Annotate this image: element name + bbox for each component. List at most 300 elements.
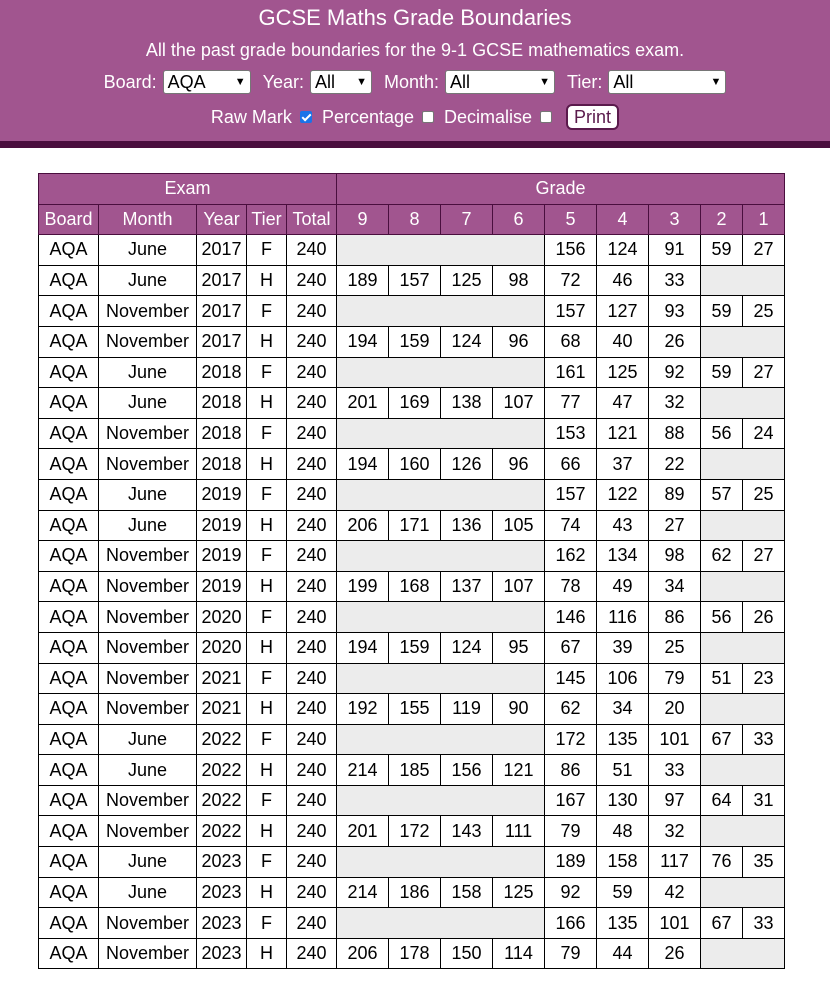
table-cell: AQA bbox=[39, 388, 99, 419]
grade-cell: 101 bbox=[649, 724, 701, 755]
column-header: Year bbox=[197, 204, 247, 235]
table-cell: 240 bbox=[287, 326, 337, 357]
grade-cell: 59 bbox=[701, 357, 743, 388]
column-header: 6 bbox=[493, 204, 545, 235]
empty-grade-cell bbox=[701, 877, 785, 908]
table-cell: F bbox=[247, 296, 287, 327]
grade-cell: 189 bbox=[337, 265, 389, 296]
group-header-row bbox=[39, 174, 785, 205]
empty-grade-cell bbox=[337, 235, 545, 266]
table-cell: 240 bbox=[287, 663, 337, 694]
column-header: 1 bbox=[743, 204, 785, 235]
print-button[interactable]: Print bbox=[566, 104, 619, 130]
grade-cell: 172 bbox=[389, 816, 441, 847]
table-row bbox=[39, 479, 785, 510]
board-select[interactable] bbox=[163, 70, 251, 94]
table-cell: 2022 bbox=[197, 785, 247, 816]
grade-cell: 192 bbox=[337, 694, 389, 725]
grade-cell: 159 bbox=[389, 632, 441, 663]
grade-cell: 114 bbox=[493, 938, 545, 969]
grade-cell: 27 bbox=[649, 510, 701, 541]
table-cell: November bbox=[99, 908, 197, 939]
tier-select[interactable] bbox=[608, 70, 726, 94]
year-select-value: All bbox=[315, 71, 336, 92]
grade-cell: 145 bbox=[545, 663, 597, 694]
table-row bbox=[39, 235, 785, 266]
table-row bbox=[39, 602, 785, 633]
grade-cell: 157 bbox=[389, 265, 441, 296]
table-cell: 2022 bbox=[197, 755, 247, 786]
table-cell: AQA bbox=[39, 908, 99, 939]
table-cell: F bbox=[247, 357, 287, 388]
options-bar bbox=[0, 104, 830, 130]
empty-grade-cell bbox=[337, 357, 545, 388]
grade-cell: 62 bbox=[701, 541, 743, 572]
grade-cell: 206 bbox=[337, 510, 389, 541]
table-cell: June bbox=[99, 235, 197, 266]
table-row bbox=[39, 388, 785, 419]
grade-cell: 127 bbox=[597, 296, 649, 327]
empty-grade-cell bbox=[701, 694, 785, 725]
table-cell: 2018 bbox=[197, 388, 247, 419]
table-cell: 2023 bbox=[197, 847, 247, 878]
grade-cell: 107 bbox=[493, 388, 545, 419]
table-cell: 2019 bbox=[197, 541, 247, 572]
table-cell: AQA bbox=[39, 938, 99, 969]
table-cell: June bbox=[99, 755, 197, 786]
grade-cell: 157 bbox=[545, 479, 597, 510]
grade-cell: 157 bbox=[545, 296, 597, 327]
column-header: 5 bbox=[545, 204, 597, 235]
grade-cell: 125 bbox=[597, 357, 649, 388]
table-cell: June bbox=[99, 265, 197, 296]
grade-cell: 79 bbox=[649, 663, 701, 694]
table-cell: F bbox=[247, 785, 287, 816]
table-cell: AQA bbox=[39, 357, 99, 388]
grade-cell: 51 bbox=[701, 663, 743, 694]
month-select-value: All bbox=[450, 71, 471, 92]
grade-cell: 98 bbox=[649, 541, 701, 572]
table-cell: F bbox=[247, 602, 287, 633]
grade-cell: 59 bbox=[701, 235, 743, 266]
table-row bbox=[39, 296, 785, 327]
grade-cell: 91 bbox=[649, 235, 701, 266]
table-cell: 240 bbox=[287, 541, 337, 572]
table-cell: June bbox=[99, 388, 197, 419]
table-cell: 2019 bbox=[197, 571, 247, 602]
table-cell: F bbox=[247, 541, 287, 572]
table-cell: H bbox=[247, 265, 287, 296]
grade-cell: 185 bbox=[389, 755, 441, 786]
table-row bbox=[39, 785, 785, 816]
table-cell: H bbox=[247, 571, 287, 602]
table-row bbox=[39, 816, 785, 847]
grade-cell: 172 bbox=[545, 724, 597, 755]
grade-cell: 23 bbox=[743, 663, 785, 694]
grade-cell: 186 bbox=[389, 877, 441, 908]
table-cell: AQA bbox=[39, 449, 99, 480]
empty-grade-cell bbox=[701, 755, 785, 786]
grade-cell: 169 bbox=[389, 388, 441, 419]
grade-cell: 158 bbox=[441, 877, 493, 908]
table-cell: November bbox=[99, 632, 197, 663]
table-cell: AQA bbox=[39, 755, 99, 786]
table-cell: November bbox=[99, 785, 197, 816]
table-cell: AQA bbox=[39, 632, 99, 663]
empty-grade-cell bbox=[701, 326, 785, 357]
grade-cell: 93 bbox=[649, 296, 701, 327]
table-cell: H bbox=[247, 755, 287, 786]
table-cell: 2020 bbox=[197, 602, 247, 633]
grade-cell: 92 bbox=[649, 357, 701, 388]
empty-grade-cell bbox=[337, 663, 545, 694]
table-cell: AQA bbox=[39, 296, 99, 327]
grade-cell: 31 bbox=[743, 785, 785, 816]
empty-grade-cell bbox=[337, 541, 545, 572]
grade-cell: 178 bbox=[389, 938, 441, 969]
table-cell: AQA bbox=[39, 847, 99, 878]
table-cell: 240 bbox=[287, 877, 337, 908]
grade-cell: 134 bbox=[597, 541, 649, 572]
grade-cell: 20 bbox=[649, 694, 701, 725]
grade-cell: 67 bbox=[545, 632, 597, 663]
table-cell: 2022 bbox=[197, 724, 247, 755]
grade-cell: 146 bbox=[545, 602, 597, 633]
empty-grade-cell bbox=[337, 418, 545, 449]
grade-cell: 199 bbox=[337, 571, 389, 602]
empty-grade-cell bbox=[337, 602, 545, 633]
empty-grade-cell bbox=[337, 296, 545, 327]
grade-cell: 111 bbox=[493, 816, 545, 847]
grade-cell: 78 bbox=[545, 571, 597, 602]
column-header: 3 bbox=[649, 204, 701, 235]
table-cell: 240 bbox=[287, 632, 337, 663]
empty-grade-cell bbox=[701, 938, 785, 969]
table-cell: June bbox=[99, 847, 197, 878]
grade-cell: 25 bbox=[743, 479, 785, 510]
grade-cell: 27 bbox=[743, 541, 785, 572]
table-cell: AQA bbox=[39, 265, 99, 296]
grade-cell: 171 bbox=[389, 510, 441, 541]
grade-cell: 135 bbox=[597, 724, 649, 755]
table-cell: November bbox=[99, 663, 197, 694]
table-cell: 2019 bbox=[197, 510, 247, 541]
table-cell: 240 bbox=[287, 694, 337, 725]
empty-grade-cell bbox=[337, 785, 545, 816]
table-row bbox=[39, 326, 785, 357]
board-label: Board: bbox=[103, 71, 157, 92]
grade-cell: 159 bbox=[389, 326, 441, 357]
grade-cell: 22 bbox=[649, 449, 701, 480]
grade-cell: 64 bbox=[701, 785, 743, 816]
grade-cell: 194 bbox=[337, 632, 389, 663]
percentage-checkbox[interactable] bbox=[422, 111, 434, 123]
table-cell: H bbox=[247, 694, 287, 725]
table-cell: H bbox=[247, 449, 287, 480]
table-cell: November bbox=[99, 571, 197, 602]
empty-grade-cell bbox=[701, 632, 785, 663]
grade-cell: 24 bbox=[743, 418, 785, 449]
table-cell: June bbox=[99, 877, 197, 908]
table-cell: 240 bbox=[287, 938, 337, 969]
table-cell: AQA bbox=[39, 326, 99, 357]
column-header: 9 bbox=[337, 204, 389, 235]
table-cell: AQA bbox=[39, 816, 99, 847]
table-cell: 240 bbox=[287, 510, 337, 541]
table-cell: 2023 bbox=[197, 908, 247, 939]
table-cell: November bbox=[99, 694, 197, 725]
grade-cell: 49 bbox=[597, 571, 649, 602]
page-subtitle: All the past grade boundaries for the 9-1 GCSE mathematics exam. bbox=[145, 40, 685, 60]
table-cell: 240 bbox=[287, 785, 337, 816]
table-cell: November bbox=[99, 816, 197, 847]
grade-cell: 106 bbox=[597, 663, 649, 694]
grade-cell: 34 bbox=[649, 571, 701, 602]
column-header-row bbox=[39, 204, 785, 235]
month-label: Month: bbox=[384, 71, 440, 92]
table-cell: F bbox=[247, 847, 287, 878]
table-row bbox=[39, 541, 785, 572]
grade-cell: 162 bbox=[545, 541, 597, 572]
grade-cell: 137 bbox=[441, 571, 493, 602]
table-cell: 2023 bbox=[197, 877, 247, 908]
grade-cell: 117 bbox=[649, 847, 701, 878]
grade-cell: 121 bbox=[493, 755, 545, 786]
grade-cell: 67 bbox=[701, 724, 743, 755]
table-cell: 240 bbox=[287, 388, 337, 419]
grade-cell: 62 bbox=[545, 694, 597, 725]
table-cell: 2018 bbox=[197, 449, 247, 480]
grade-cell: 116 bbox=[597, 602, 649, 633]
grade-cell: 150 bbox=[441, 938, 493, 969]
grade-cell: 161 bbox=[545, 357, 597, 388]
table-cell: 240 bbox=[287, 418, 337, 449]
table-cell: H bbox=[247, 326, 287, 357]
table-cell: AQA bbox=[39, 510, 99, 541]
table-cell: AQA bbox=[39, 785, 99, 816]
grade-cell: 206 bbox=[337, 938, 389, 969]
decimalise-label: Decimalise bbox=[444, 106, 533, 127]
table-cell: H bbox=[247, 877, 287, 908]
grade-cell: 156 bbox=[441, 755, 493, 786]
month-select[interactable] bbox=[445, 70, 555, 94]
grade-cell: 39 bbox=[597, 632, 649, 663]
table-body bbox=[39, 235, 785, 969]
table-cell: AQA bbox=[39, 571, 99, 602]
grade-cell: 125 bbox=[493, 877, 545, 908]
grade-cell: 119 bbox=[441, 694, 493, 725]
grade-cell: 44 bbox=[597, 938, 649, 969]
grade-cell: 97 bbox=[649, 785, 701, 816]
grade-cell: 158 bbox=[597, 847, 649, 878]
grade-cell: 79 bbox=[545, 938, 597, 969]
grade-cell: 130 bbox=[597, 785, 649, 816]
raw-mark-checkbox[interactable] bbox=[300, 111, 312, 123]
grade-cell: 74 bbox=[545, 510, 597, 541]
table-row bbox=[39, 510, 785, 541]
column-header: 4 bbox=[597, 204, 649, 235]
chevron-down-icon: ▼ bbox=[539, 76, 551, 88]
chevron-down-icon: ▼ bbox=[356, 76, 368, 88]
grade-cell: 66 bbox=[545, 449, 597, 480]
table-cell: H bbox=[247, 388, 287, 419]
column-header: Total bbox=[287, 204, 337, 235]
exam-group-header: Exam bbox=[39, 174, 337, 205]
percentage-label: Percentage bbox=[321, 106, 415, 127]
table-cell: 240 bbox=[287, 235, 337, 266]
empty-grade-cell bbox=[701, 571, 785, 602]
chevron-down-icon: ▼ bbox=[710, 76, 722, 88]
grade-cell: 92 bbox=[545, 877, 597, 908]
table-cell: H bbox=[247, 510, 287, 541]
grade-cell: 27 bbox=[743, 235, 785, 266]
grade-cell: 214 bbox=[337, 755, 389, 786]
table-cell: 240 bbox=[287, 571, 337, 602]
table-cell: 2018 bbox=[197, 357, 247, 388]
table-cell: AQA bbox=[39, 724, 99, 755]
empty-grade-cell bbox=[701, 449, 785, 480]
empty-grade-cell bbox=[337, 479, 545, 510]
column-header: Month bbox=[99, 204, 197, 235]
year-label: Year: bbox=[262, 71, 305, 92]
empty-grade-cell bbox=[337, 847, 545, 878]
grade-cell: 124 bbox=[441, 326, 493, 357]
grade-cell: 153 bbox=[545, 418, 597, 449]
grade-cell: 194 bbox=[337, 449, 389, 480]
grade-cell: 72 bbox=[545, 265, 597, 296]
table-cell: June bbox=[99, 510, 197, 541]
table-cell: November bbox=[99, 938, 197, 969]
grade-cell: 168 bbox=[389, 571, 441, 602]
grade-cell: 105 bbox=[493, 510, 545, 541]
decimalise-checkbox[interactable] bbox=[540, 111, 552, 123]
grade-cell: 156 bbox=[545, 235, 597, 266]
grade-cell: 35 bbox=[743, 847, 785, 878]
grade-cell: 56 bbox=[701, 418, 743, 449]
grade-cell: 135 bbox=[597, 908, 649, 939]
table-cell: 240 bbox=[287, 449, 337, 480]
table-row bbox=[39, 571, 785, 602]
grade-cell: 86 bbox=[649, 602, 701, 633]
page-header bbox=[0, 0, 830, 148]
table-cell: 2017 bbox=[197, 265, 247, 296]
grade-cell: 155 bbox=[389, 694, 441, 725]
grade-cell: 189 bbox=[545, 847, 597, 878]
grade-cell: 25 bbox=[743, 296, 785, 327]
grade-cell: 57 bbox=[701, 479, 743, 510]
raw-mark-label: Raw Mark bbox=[210, 106, 292, 127]
grade-cell: 27 bbox=[743, 357, 785, 388]
year-select[interactable] bbox=[310, 70, 372, 94]
grade-cell: 42 bbox=[649, 877, 701, 908]
table-cell: F bbox=[247, 663, 287, 694]
column-header: 7 bbox=[441, 204, 493, 235]
table-row bbox=[39, 357, 785, 388]
table-cell: 240 bbox=[287, 755, 337, 786]
column-header: Tier bbox=[247, 204, 287, 235]
table-row bbox=[39, 755, 785, 786]
grade-cell: 96 bbox=[493, 326, 545, 357]
tier-select-value: All bbox=[613, 71, 634, 92]
grade-cell: 98 bbox=[493, 265, 545, 296]
grade-cell: 59 bbox=[597, 877, 649, 908]
grade-cell: 32 bbox=[649, 816, 701, 847]
grade-cell: 136 bbox=[441, 510, 493, 541]
column-header: 8 bbox=[389, 204, 441, 235]
tier-label: Tier: bbox=[567, 71, 603, 92]
table-row bbox=[39, 418, 785, 449]
grade-cell: 86 bbox=[545, 755, 597, 786]
table-cell: 2018 bbox=[197, 418, 247, 449]
grade-cell: 138 bbox=[441, 388, 493, 419]
grade-cell: 33 bbox=[649, 755, 701, 786]
grade-cell: 25 bbox=[649, 632, 701, 663]
table-cell: H bbox=[247, 816, 287, 847]
grade-cell: 90 bbox=[493, 694, 545, 725]
table-cell: AQA bbox=[39, 235, 99, 266]
table-cell: November bbox=[99, 296, 197, 327]
grade-cell: 88 bbox=[649, 418, 701, 449]
grade-cell: 121 bbox=[597, 418, 649, 449]
grade-cell: 43 bbox=[597, 510, 649, 541]
table-cell: November bbox=[99, 602, 197, 633]
grade-cell: 26 bbox=[743, 602, 785, 633]
empty-grade-cell bbox=[701, 388, 785, 419]
table-cell: 2021 bbox=[197, 694, 247, 725]
table-cell: AQA bbox=[39, 877, 99, 908]
table-cell: 2022 bbox=[197, 816, 247, 847]
table-cell: November bbox=[99, 541, 197, 572]
table-row bbox=[39, 265, 785, 296]
table-cell: 240 bbox=[287, 265, 337, 296]
grade-cell: 47 bbox=[597, 388, 649, 419]
grade-cell: 37 bbox=[597, 449, 649, 480]
table-row bbox=[39, 908, 785, 939]
table-cell: 2019 bbox=[197, 479, 247, 510]
table-cell: 240 bbox=[287, 602, 337, 633]
table-cell: H bbox=[247, 632, 287, 663]
table-row bbox=[39, 694, 785, 725]
grade-cell: 48 bbox=[597, 816, 649, 847]
empty-grade-cell bbox=[701, 265, 785, 296]
table-row bbox=[39, 449, 785, 480]
table-cell: 2017 bbox=[197, 235, 247, 266]
table-cell: F bbox=[247, 479, 287, 510]
grade-cell: 126 bbox=[441, 449, 493, 480]
table-cell: November bbox=[99, 449, 197, 480]
grade-cell: 107 bbox=[493, 571, 545, 602]
grade-group-header: Grade bbox=[337, 174, 785, 205]
table-cell: 240 bbox=[287, 357, 337, 388]
table-cell: 2020 bbox=[197, 632, 247, 663]
table-row bbox=[39, 938, 785, 969]
grade-cell: 33 bbox=[649, 265, 701, 296]
table-row bbox=[39, 632, 785, 663]
filter-bar bbox=[0, 70, 830, 94]
table-row bbox=[39, 724, 785, 755]
table-cell: H bbox=[247, 938, 287, 969]
table-cell: 240 bbox=[287, 479, 337, 510]
table-row bbox=[39, 663, 785, 694]
grade-cell: 46 bbox=[597, 265, 649, 296]
column-header: Board bbox=[39, 204, 99, 235]
chevron-down-icon: ▼ bbox=[234, 76, 246, 88]
grade-cell: 124 bbox=[441, 632, 493, 663]
table-cell: 240 bbox=[287, 296, 337, 327]
grade-boundaries-table bbox=[38, 173, 785, 969]
grade-cell: 56 bbox=[701, 602, 743, 633]
grade-cell: 124 bbox=[597, 235, 649, 266]
